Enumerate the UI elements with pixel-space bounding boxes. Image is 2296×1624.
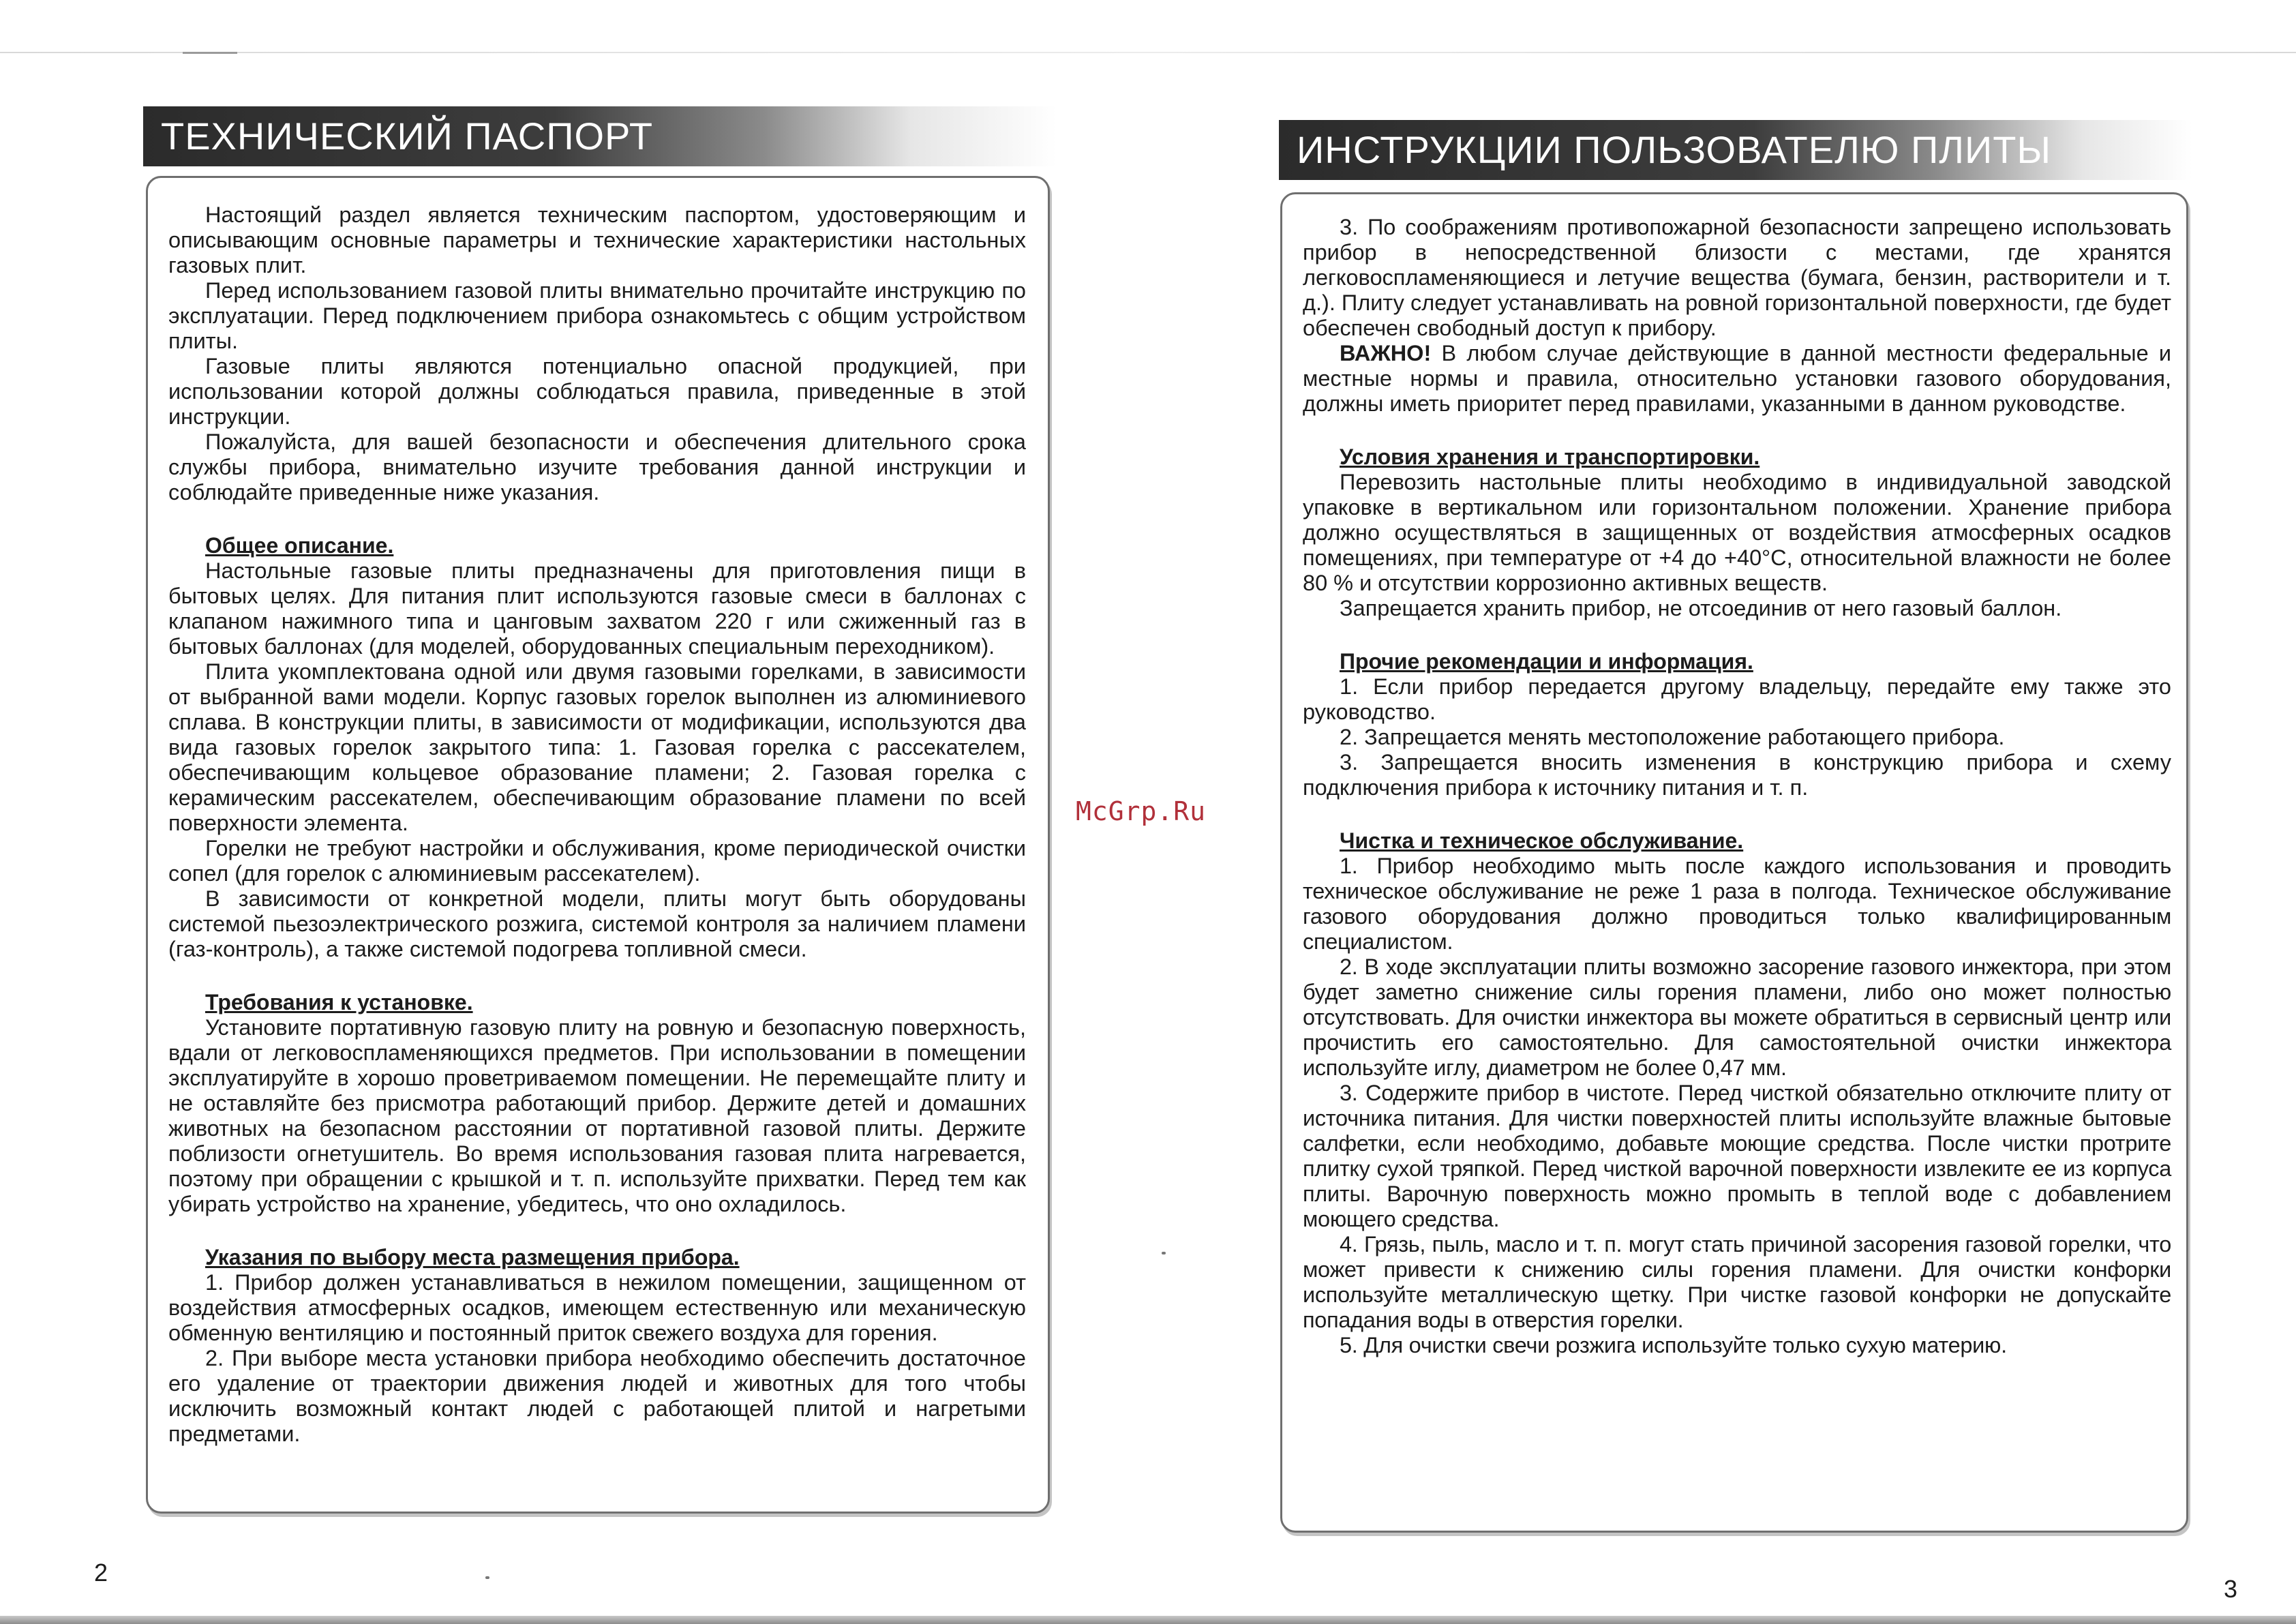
important-label: ВАЖНО!: [1340, 341, 1432, 365]
left-page-header: ТЕХНИЧЕСКИЙ ПАСПОРТ: [143, 106, 1057, 166]
section-title-maintenance: Чистка и техническое обслуживание.: [1340, 828, 1744, 853]
right-content-panel: [1280, 192, 2188, 1533]
section-title-other: Прочие рекомендации и информация.: [1340, 649, 1753, 674]
maintenance-paragraph: 5. Для очистки свечи розжига используйте только сухую материю.: [1340, 1333, 2007, 1357]
intro-paragraph: Газовые плиты являются потенциально опасной продукцией, при использовании которой должны соблюдаться правила, приведенные в этой инструкции.: [168, 354, 1026, 429]
general-paragraph: В зависимости от конкретной модели, плиты могут быть оборудованы системой пьезоэлектрического розжига, системой контроля за наличием пламени (газ-контроль), а также системой подогрева топливной смеси.: [168, 886, 1026, 961]
section-title-general: Общее описание.: [205, 533, 394, 558]
storage-paragraph: Перевозить настольные плиты необходимо в индивидуальной заводской упаковке в вертикальном или горизонтальном положении. Хранение прибора должно осуществляться в защищенных от воздействия атмосферных осадков помещениях, при температуре от +4 до +40°С, относительной влажности не более 80 % и отсутствии коррозионно активных веществ.: [1303, 470, 2171, 595]
important-paragraph: [1303, 341, 2171, 417]
general-paragraph: Плита укомплектована одной или двумя газовыми горелками, в зависимости от выбранной вами модели. Корпус газовых горелок выполнен из алюминиевого сплава. В конструкции плиты, в зависимости от модификации, используются два вида газовых горелок закрытого типа: 1. Газовая горелка с рассекателем, обеспечивающим кольцевое образование пламени; 2. Газовая горелка с керамическим рассекателем, обеспечивающим образование пламени по всей поверхности элемента.: [168, 659, 1026, 835]
top-rule-mark: [183, 52, 237, 54]
important-text: В любом случае действующие в данной местности федеральные и местные нормы и правила, относительно установки газового оборудования, должны иметь приоритет перед правилами, указанными в данном руководстве.: [1303, 341, 2171, 416]
other-paragraph: 2. Запрещается менять местоположение работающего прибора.: [1340, 725, 2005, 749]
placement-paragraph: 1. Прибор должен устанавливаться в нежилом помещении, защищенном от воздействия атмосферных осадков, имеющем естественную или механическую обменную вентиляцию и постоянный приток свежего воздуха для горения.: [168, 1270, 1026, 1345]
general-paragraph: Настольные газовые плиты предназначены для приготовления пищи в бытовых целях. Для питания плит используются газовые смеси в баллонах с клапаном нажимного типа и цанговым захватом 220 г или сжиженный газ в бытовых баллонах (для моделей, оборудованных специальным переходником).: [168, 558, 1026, 659]
section-title-placement: Указания по выбору места размещения прибора.: [205, 1245, 740, 1269]
maintenance-paragraph: 1. Прибор необходимо мыть после каждого использования и проводить техническое обслуживание не реже 1 раза в полгода. Техническое обслуживание газового оборудования должно проводиться только квалифицированным специалистом.: [1303, 854, 2171, 954]
top-rule: [0, 52, 2296, 53]
scan-speck: [1162, 1252, 1166, 1254]
page-number-right: 3: [2224, 1575, 2238, 1603]
intro-paragraph: Перед использованием газовой плиты внимательно прочитайте инструкцию по эксплуатации. Перед подключением прибора ознакомьтесь с общим устройством плиты.: [168, 278, 1026, 353]
section-title-installation: Требования к установке.: [205, 990, 473, 1014]
other-paragraph: 3. Запрещается вносить изменения в конструкцию прибора и схему подключения прибора к источнику питания и т. п.: [1303, 750, 2171, 800]
maintenance-paragraph: 4. Грязь, пыль, масло и т. п. могут стать причиной засорения газовой горелки, что может привести к снижению силы горения пламени. Для очистки конфорки используйте металлическую щетку. При чистке газовой конфорки не допускайте попадания воды в отверстия горелки.: [1303, 1232, 2171, 1332]
watermark-text: McGrp.Ru: [1076, 796, 1207, 826]
maintenance-paragraph: 3. Содержите прибор в чистоте. Перед чисткой обязательно отключите плиту от источника питания. Для чистки поверхностей плиты используйте влажные бытовые салфетки, если необходимо, добавьте моющие средства. После чистки протрите плитку сухой тряпкой. Перед чисткой варочной поверхности извлеките ее из корпуса плиты. Варочную поверхность можно промыть в теплой воде с добавлением моющего средства.: [1303, 1081, 2171, 1231]
intro-paragraph: Пожалуйста, для вашей безопасности и обеспечения длительного срока службы прибора, внимательно изучите требования данной инструкции и соблюдайте приведенные ниже указания.: [168, 430, 1026, 505]
section-title-storage: Условия хранения и транспортировки.: [1340, 445, 1760, 469]
placement-paragraph: 2. При выборе места установки прибора необходимо обеспечить достаточное его удаление от траектории движения людей и животных для того чтобы исключить возможный контакт людей с работающей плитой и нагретыми предметами.: [168, 1346, 1026, 1446]
storage-paragraph: Запрещается хранить прибор, не отсоединив от него газовый баллон.: [1340, 596, 2062, 620]
right-page-header: ИНСТРУКЦИИ ПОЛЬЗОВАТЕЛЮ ПЛИТЫ: [1279, 120, 2192, 180]
intro-paragraph: Настоящий раздел является техническим паспортом, удостоверяющим и описывающим основные параметры и технические характеристики настольных газовых плит.: [168, 202, 1026, 277]
bottom-edge-band: [0, 1616, 2296, 1624]
general-paragraph: Горелки не требуют настройки и обслуживания, кроме периодической очистки сопел (для горелок с алюминиевым рассекателем).: [168, 836, 1026, 886]
left-content-panel: [146, 176, 1050, 1514]
installation-paragraph: Установите портативную газовую плиту на ровную и безопасную поверхность, вдали от легковоспламеняющихся предметов. При использовании в помещении эксплуатируйте в хорошо проветриваемом помещении. Не перемещайте плиту и не оставляйте без присмотра работающий прибор. Держите детей и домашних животных на безопасном расстоянии от портативной газовой плиты. Держите поблизости огнетушитель. Во время использования газовая плита нагревается, поэтому при обращении с крышкой и т. п. используйте прихватки. Перед тем как убирать устройство на хранение, убедитесь, что оно охладилось.: [168, 1015, 1026, 1216]
page-number-left: 2: [94, 1559, 108, 1587]
maintenance-paragraph: 2. В ходе эксплуатации плиты возможно засорение газового инжектора, при этом будет заметно снижение силы горения пламени, либо оно может полностью отсутствовать. Для очистки инжектора вы можете обратиться в сервисный центр или прочистить его самостоятельно. Для самостоятельной очистки инжектора используйте иглу, диаметром не более 0,47 мм.: [1303, 954, 2171, 1080]
fire-safety-paragraph: 3. По соображениям противопожарной безопасности запрещено использовать прибор в непосредственной близости с местами, где хранятся легковоспламеняющиеся и летучие вещества (бумага, бензин, растворители и т. д.). Плиту следует устанавливать на ровной горизонтальной поверхности, где будет обеспечен свободный доступ к прибору.: [1303, 215, 2171, 340]
other-paragraph: 1. Если прибор передается другому владельцу, передайте ему также это руководство.: [1303, 674, 2171, 724]
scan-speck: [485, 1576, 489, 1579]
